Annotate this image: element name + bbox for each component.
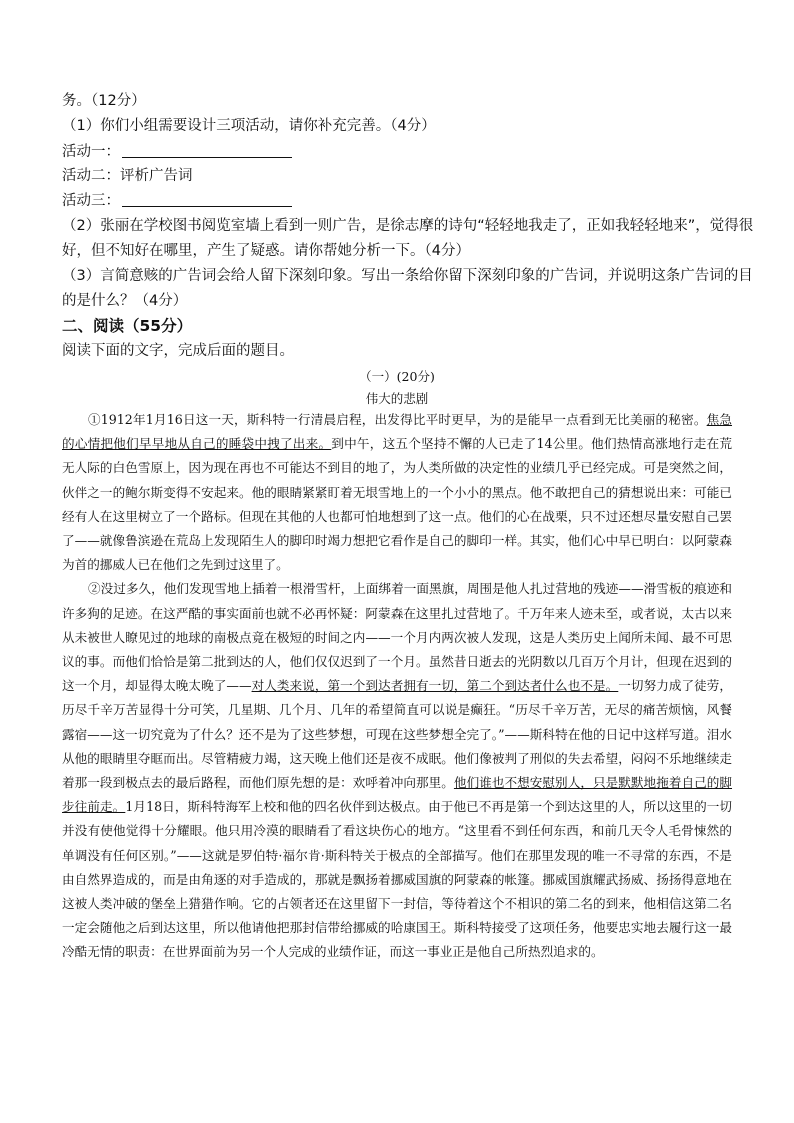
answer-blank-1[interactable] (122, 143, 292, 158)
question-1: （1）你们小组需要设计三项活动，请你补充完善。（4分） (62, 118, 436, 134)
underlined-sentence-1: 焦急的心情把他们早早地从自己的睡袋中拽了出来。 (62, 412, 733, 452)
answer-blank-3[interactable] (122, 192, 292, 207)
question-2-line2: 好，但不知好在哪里，产生了疑惑。请你帮她分析一下。（4分） (62, 243, 470, 259)
reading-instruction: 阅读下面的文字，完成后面的题目。 (62, 343, 294, 359)
question-3-line2: 的是什么？（4分） (62, 293, 188, 309)
activity-2: 活动二：评析广告词 (62, 168, 193, 184)
activity-1: 活动一： (62, 143, 292, 161)
underlined-sentence-3: 他们谁也不想安慰别人，只是默默地拖着自己的脚步往前走。 (62, 775, 733, 815)
question-3-line1: （3）言简意赅的广告词会给人留下深刻印象。写出一条给你留下深刻印象的广告词，并说明这条广告词的目 (62, 268, 753, 284)
part-label: （一）(20分) (359, 369, 435, 384)
line-task-end: 务。（12分） (62, 93, 146, 109)
activity-3: 活动三： (62, 192, 292, 210)
section-heading: 二、阅读（55分） (62, 317, 193, 335)
passage-body (62, 408, 732, 965)
passage-title: 伟大的悲剧 (365, 391, 429, 406)
paragraph-1: ①1912年1月16日这一天，斯科特一行清晨启程，出发得比平时更早，为的是能早一点看到无比美丽的秘密。焦急的心情把他们早早地从自己的睡袋中拽了出来。到中午，这五个坚持不懈的人已走了14公里。他们热情高涨地行走在荒无人际的白色雪原上，因为现在再也不可能达不到目的地了，为人类所做的决定性的业绩几乎已经完成。可是突然之间，伙伴之一的鲍尔斯变得不安起来。他的眼睛紧紧盯着无垠雪地上的一个小小的黑点。他不敢把自己的猜想说出来：可能已经有人在这里树立了一个路标。但现在其他的人也都可怕地想到了这一点。他们的心在战栗，只不过还想尽量安慰自己罢了——就像鲁滨逊在荒岛上发现陌生人的脚印时竭力想把它看作是自己的脚印一样。其实，他们心中早已明白：以阿蒙森为首的挪威人已在他们之先到过这里了。 (62, 412, 733, 573)
underlined-sentence-2: 对人类来说，第一个到达者拥有一切，第二个到达者什么也不是。 (251, 678, 619, 694)
paragraph-2: ②没过多久，他们发现雪地上插着一根滑雪杆，上面绑着一面黑旗，周围是他人扎过营地的残迹——滑雪板的痕迹和许多狗的足迹。在这严酷的事实面前也就不必再怀疑：阿蒙森在这里扎过营地了。千万年来人迹未至，或者说，太古以来从未被世人瞭见过的地球的南极点竟在极短的时间之内——一个月内两次被人发现，这是人类历史上闻所未闻、最不可思议的事。而他们恰恰是第二批到达的人，他们仅仅迟到了一个月。虽然昔日逝去的光阴数以几百万个月计，但现在迟到的这一个月，却显得太晚太晚了——对人类来说，第一个到达者拥有一切，第二个到达者什么也不是。一切努力成了徒劳，历尽千辛万苦显得十分可笑，几星期、几个月、几年的希望简直可以说是癫狂。“历尽千辛万苦，无尽的痛苦烦恼，风餐露宿——这一切究竟为了什么？还不是为了这些梦想，可现在这些梦想全完了。”——斯科特在他的日记中这样写道。泪水从他的眼睛里夺眶而出。尽管精疲力竭，这天晚上他们还是夜不成眠。他们像被判了刑似的失去希望，闷闷不乐地继续走着那一段到极点去的最后路程，而他们原先想的是：欢呼着冲向那里。他们谁也不想安慰别人，只是默默地拖着自己的脚步往前走。1月18日，斯科特海军上校和他的四名伙伴到达极点。由于他已不再是第一个到达这里的人，所以这里的一切并没有使他觉得十分耀眼。他只用冷漠的眼睛看了看这块伤心的地方。“这里看不到任何东西，和前几天令人毛骨悚然的单调没有任何区别。”——这就是罗伯特·福尔肯·斯科特关于极点的全部描写。他们在那里发现的唯一不寻常的东西，不是由自然界造成的，而是由角逐的对手造成的，那就是飘扬着挪威国旗的阿蒙森的帐篷。挪威国旗耀武扬威、扬扬得意地在这被人类冲破的堡垒上猎猎作响。它的占领者还在这里留下一封信，等待着这个不相识的第二名的到来，他相信这第二名一定会随他之后到达这里，所以他请他把那封信带给挪威的哈康国王。斯科特接受了这项任务，他要忠实地去履行这一最冷酷无情的职责：在世界面前为另一个人完成的业绩作证，而这一事业正是他自己所热烈追求的。 (62, 581, 733, 960)
question-2-line1: （2）张丽在学校图书阅览室墙上看到一则广告，是徐志摩的诗句“轻轻地我走了，正如我轻轻地来”，觉得很 (62, 218, 754, 234)
